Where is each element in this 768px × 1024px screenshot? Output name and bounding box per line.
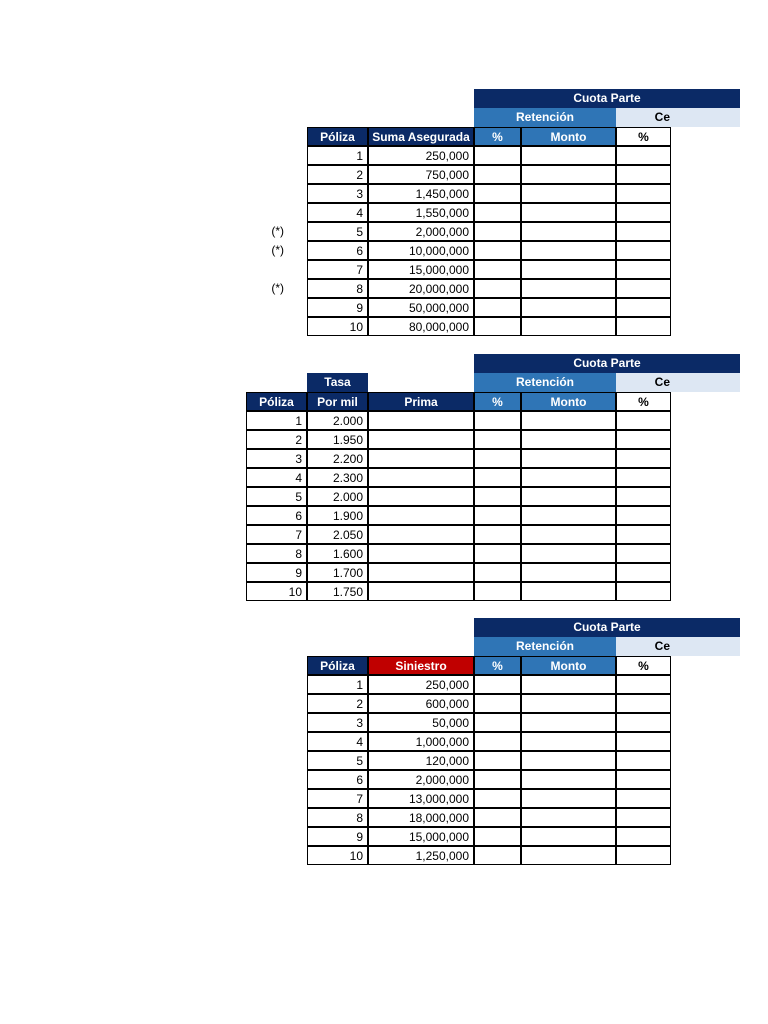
t3-monto-cell[interactable] xyxy=(521,770,616,789)
t1-suma-cell[interactable]: 20,000,000 xyxy=(368,279,474,298)
t2-prima-cell[interactable] xyxy=(368,506,474,525)
t2-prima-cell[interactable] xyxy=(368,430,474,449)
t3-cesion-pct-header[interactable]: % xyxy=(616,656,671,675)
t2-poliza-cell[interactable]: 7 xyxy=(246,525,307,544)
t1-retencion-pct-cell[interactable] xyxy=(474,241,521,260)
t3-cesion-pct-cell[interactable] xyxy=(616,732,671,751)
t3-monto-cell[interactable] xyxy=(521,751,616,770)
t1-monto-cell[interactable] xyxy=(521,298,616,317)
t1-poliza-cell[interactable]: 5 xyxy=(307,222,368,241)
t3-siniestro-cell[interactable]: 18,000,000 xyxy=(368,808,474,827)
t2-poliza-cell[interactable]: 3 xyxy=(246,449,307,468)
t2-poliza-cell[interactable]: 5 xyxy=(246,487,307,506)
t2-retencion-pct-cell[interactable] xyxy=(474,563,521,582)
t3-monto-cell[interactable] xyxy=(521,827,616,846)
t3-retencion-pct-cell[interactable] xyxy=(474,789,521,808)
t1-poliza-cell[interactable]: 2 xyxy=(307,165,368,184)
t2-cesion-pct-cell[interactable] xyxy=(616,525,671,544)
t3-cesion-pct-cell[interactable] xyxy=(616,770,671,789)
t3-retencion-pct-cell[interactable] xyxy=(474,675,521,694)
t2-cesion-pct-cell[interactable] xyxy=(616,582,671,601)
t1-monto-cell[interactable] xyxy=(521,279,616,298)
t3-poliza-header[interactable]: Póliza xyxy=(307,656,368,675)
t2-monto-cell[interactable] xyxy=(521,449,616,468)
t1-cesion-pct-cell[interactable] xyxy=(616,222,671,241)
t1-poliza-cell[interactable]: 9 xyxy=(307,298,368,317)
t3-cesion-pct-cell[interactable] xyxy=(616,808,671,827)
t3-siniestro-cell[interactable]: 13,000,000 xyxy=(368,789,474,808)
t1-note-marker[interactable]: (*) xyxy=(271,224,284,238)
t3-monto-header[interactable]: Monto xyxy=(521,656,616,675)
t3-siniestro-cell[interactable]: 1,000,000 xyxy=(368,732,474,751)
t3-retencion-pct-cell[interactable] xyxy=(474,694,521,713)
t1-cesion-pct-cell[interactable] xyxy=(616,203,671,222)
t3-cesion-pct-cell[interactable] xyxy=(616,675,671,694)
t1-retencion-pct-cell[interactable] xyxy=(474,279,521,298)
t2-prima-cell[interactable] xyxy=(368,449,474,468)
t1-note-marker[interactable]: (*) xyxy=(271,281,284,295)
t3-cuota-parte-header[interactable]: Cuota Parte xyxy=(474,618,740,637)
t3-monto-cell[interactable] xyxy=(521,846,616,865)
t1-monto-cell[interactable] xyxy=(521,165,616,184)
t3-monto-cell[interactable] xyxy=(521,808,616,827)
t2-monto-header[interactable]: Monto xyxy=(521,392,616,411)
t1-suma-cell[interactable]: 1,450,000 xyxy=(368,184,474,203)
t3-cesion-pct-cell[interactable] xyxy=(616,713,671,732)
t1-monto-cell[interactable] xyxy=(521,317,616,336)
t3-poliza-cell[interactable]: 1 xyxy=(307,675,368,694)
t2-monto-cell[interactable] xyxy=(521,468,616,487)
t3-retencion-pct-cell[interactable] xyxy=(474,713,521,732)
t3-siniestro-cell[interactable]: 2,000,000 xyxy=(368,770,474,789)
t1-cesion-pct-cell[interactable] xyxy=(616,260,671,279)
t2-monto-cell[interactable] xyxy=(521,506,616,525)
t1-suma-cell[interactable]: 50,000,000 xyxy=(368,298,474,317)
t2-prima-cell[interactable] xyxy=(368,468,474,487)
t2-prima-cell[interactable] xyxy=(368,525,474,544)
t3-retencion-pct-cell[interactable] xyxy=(474,770,521,789)
t1-retencion-pct-cell[interactable] xyxy=(474,260,521,279)
t3-retencion-pct-cell[interactable] xyxy=(474,846,521,865)
t1-suma-cell[interactable]: 80,000,000 xyxy=(368,317,474,336)
t2-retencion-pct-header[interactable]: % xyxy=(474,392,521,411)
t2-poliza-cell[interactable]: 10 xyxy=(246,582,307,601)
t3-siniestro-cell[interactable]: 50,000 xyxy=(368,713,474,732)
t1-cesion-pct-cell[interactable] xyxy=(616,184,671,203)
t2-poliza-cell[interactable]: 8 xyxy=(246,544,307,563)
t2-cesion-pct-cell[interactable] xyxy=(616,563,671,582)
t2-tasa-header[interactable]: Tasa xyxy=(307,373,368,392)
t3-monto-cell[interactable] xyxy=(521,713,616,732)
t1-poliza-cell[interactable]: 6 xyxy=(307,241,368,260)
t2-tasa-cell[interactable]: 2.300 xyxy=(307,468,368,487)
t1-cesion-header[interactable]: Ce xyxy=(616,108,740,127)
t3-retencion-pct-cell[interactable] xyxy=(474,808,521,827)
t2-cesion-header[interactable]: Ce xyxy=(616,373,740,392)
t3-retencion-pct-cell[interactable] xyxy=(474,827,521,846)
t2-retencion-pct-cell[interactable] xyxy=(474,525,521,544)
t2-poliza-cell[interactable]: 9 xyxy=(246,563,307,582)
t2-tasa-cell[interactable]: 1.900 xyxy=(307,506,368,525)
t2-retencion-pct-cell[interactable] xyxy=(474,487,521,506)
t2-retencion-pct-cell[interactable] xyxy=(474,582,521,601)
t2-poliza-header[interactable]: Póliza xyxy=(246,392,307,411)
t2-tasa-cell[interactable]: 1.950 xyxy=(307,430,368,449)
t2-retencion-pct-cell[interactable] xyxy=(474,430,521,449)
t2-prima-cell[interactable] xyxy=(368,411,474,430)
t2-retencion-pct-cell[interactable] xyxy=(474,506,521,525)
t1-retencion-header[interactable]: Retención xyxy=(474,108,616,127)
t1-poliza-cell[interactable]: 3 xyxy=(307,184,368,203)
t2-tasa-cell[interactable]: 1.600 xyxy=(307,544,368,563)
t1-poliza-cell[interactable]: 8 xyxy=(307,279,368,298)
t2-cuota-parte-header[interactable]: Cuota Parte xyxy=(474,354,740,373)
t1-monto-cell[interactable] xyxy=(521,184,616,203)
t1-retencion-pct-cell[interactable] xyxy=(474,184,521,203)
t2-tasa-cell[interactable]: 1.750 xyxy=(307,582,368,601)
t2-monto-cell[interactable] xyxy=(521,411,616,430)
t3-poliza-cell[interactable]: 5 xyxy=(307,751,368,770)
t2-monto-cell[interactable] xyxy=(521,582,616,601)
t1-monto-header[interactable]: Monto xyxy=(521,127,616,146)
t2-cesion-pct-header[interactable]: % xyxy=(616,392,671,411)
t2-monto-cell[interactable] xyxy=(521,430,616,449)
t1-cesion-pct-cell[interactable] xyxy=(616,241,671,260)
t3-retencion-pct-cell[interactable] xyxy=(474,732,521,751)
t3-retencion-pct-header[interactable]: % xyxy=(474,656,521,675)
t1-poliza-cell[interactable]: 7 xyxy=(307,260,368,279)
t1-monto-cell[interactable] xyxy=(521,203,616,222)
t2-monto-cell[interactable] xyxy=(521,525,616,544)
t1-monto-cell[interactable] xyxy=(521,146,616,165)
t1-suma-header[interactable]: Suma Asegurada xyxy=(368,127,474,146)
t3-poliza-cell[interactable]: 9 xyxy=(307,827,368,846)
t2-cesion-pct-cell[interactable] xyxy=(616,430,671,449)
t2-poliza-cell[interactable]: 1 xyxy=(246,411,307,430)
t1-poliza-cell[interactable]: 4 xyxy=(307,203,368,222)
t2-pormil-header[interactable]: Por mil xyxy=(307,392,368,411)
t2-retencion-pct-cell[interactable] xyxy=(474,411,521,430)
t2-prima-cell[interactable] xyxy=(368,544,474,563)
t3-siniestro-header[interactable]: Siniestro xyxy=(368,656,474,675)
t1-suma-cell[interactable]: 1,550,000 xyxy=(368,203,474,222)
t2-prima-header[interactable]: Prima xyxy=(368,392,474,411)
t1-monto-cell[interactable] xyxy=(521,241,616,260)
t2-cesion-pct-cell[interactable] xyxy=(616,468,671,487)
t2-cesion-pct-cell[interactable] xyxy=(616,506,671,525)
t1-cesion-pct-cell[interactable] xyxy=(616,279,671,298)
t1-retencion-pct-header[interactable]: % xyxy=(474,127,521,146)
t2-tasa-cell[interactable]: 2.200 xyxy=(307,449,368,468)
t1-suma-cell[interactable]: 250,000 xyxy=(368,146,474,165)
t1-poliza-cell[interactable]: 10 xyxy=(307,317,368,336)
t1-suma-cell[interactable]: 750,000 xyxy=(368,165,474,184)
t2-monto-cell[interactable] xyxy=(521,487,616,506)
t3-monto-cell[interactable] xyxy=(521,675,616,694)
t1-monto-cell[interactable] xyxy=(521,260,616,279)
t3-retencion-pct-cell[interactable] xyxy=(474,751,521,770)
t2-retencion-header[interactable]: Retención xyxy=(474,373,616,392)
t1-retencion-pct-cell[interactable] xyxy=(474,222,521,241)
t2-cesion-pct-cell[interactable] xyxy=(616,411,671,430)
t1-suma-cell[interactable]: 15,000,000 xyxy=(368,260,474,279)
t3-poliza-cell[interactable]: 4 xyxy=(307,732,368,751)
t1-cuota-parte-header[interactable]: Cuota Parte xyxy=(474,89,740,108)
t2-tasa-cell[interactable]: 2.050 xyxy=(307,525,368,544)
t3-monto-cell[interactable] xyxy=(521,694,616,713)
t1-retencion-pct-cell[interactable] xyxy=(474,146,521,165)
t1-retencion-pct-cell[interactable] xyxy=(474,203,521,222)
t3-monto-cell[interactable] xyxy=(521,789,616,808)
t3-cesion-pct-cell[interactable] xyxy=(616,789,671,808)
t2-poliza-cell[interactable]: 6 xyxy=(246,506,307,525)
t2-tasa-cell[interactable]: 2.000 xyxy=(307,411,368,430)
t3-monto-cell[interactable] xyxy=(521,732,616,751)
t2-retencion-pct-cell[interactable] xyxy=(474,544,521,563)
t3-siniestro-cell[interactable]: 120,000 xyxy=(368,751,474,770)
t3-poliza-cell[interactable]: 10 xyxy=(307,846,368,865)
t1-cesion-pct-cell[interactable] xyxy=(616,317,671,336)
t1-monto-cell[interactable] xyxy=(521,222,616,241)
t1-poliza-cell[interactable]: 1 xyxy=(307,146,368,165)
t3-poliza-cell[interactable]: 8 xyxy=(307,808,368,827)
t2-tasa-cell[interactable]: 1.700 xyxy=(307,563,368,582)
t2-cesion-pct-cell[interactable] xyxy=(616,487,671,506)
t3-siniestro-cell[interactable]: 250,000 xyxy=(368,675,474,694)
t3-cesion-pct-cell[interactable] xyxy=(616,827,671,846)
t3-cesion-pct-cell[interactable] xyxy=(616,846,671,865)
t1-cesion-pct-cell[interactable] xyxy=(616,165,671,184)
t2-retencion-pct-cell[interactable] xyxy=(474,449,521,468)
t1-poliza-header[interactable]: Póliza xyxy=(307,127,368,146)
t2-monto-cell[interactable] xyxy=(521,544,616,563)
t2-prima-cell[interactable] xyxy=(368,487,474,506)
t3-cesion-pct-cell[interactable] xyxy=(616,751,671,770)
t2-prima-cell[interactable] xyxy=(368,582,474,601)
t2-cesion-pct-cell[interactable] xyxy=(616,449,671,468)
t1-cesion-pct-cell[interactable] xyxy=(616,298,671,317)
t2-tasa-cell[interactable]: 2.000 xyxy=(307,487,368,506)
t3-cesion-header[interactable]: Ce xyxy=(616,637,740,656)
t1-cesion-pct-header[interactable]: % xyxy=(616,127,671,146)
t3-poliza-cell[interactable]: 6 xyxy=(307,770,368,789)
t2-poliza-cell[interactable]: 2 xyxy=(246,430,307,449)
t3-siniestro-cell[interactable]: 600,000 xyxy=(368,694,474,713)
t2-prima-cell[interactable] xyxy=(368,563,474,582)
t3-poliza-cell[interactable]: 3 xyxy=(307,713,368,732)
t3-retencion-header[interactable]: Retención xyxy=(474,637,616,656)
t1-suma-cell[interactable]: 10,000,000 xyxy=(368,241,474,260)
t3-poliza-cell[interactable]: 2 xyxy=(307,694,368,713)
t3-poliza-cell[interactable]: 7 xyxy=(307,789,368,808)
t3-siniestro-cell[interactable]: 1,250,000 xyxy=(368,846,474,865)
t1-retencion-pct-cell[interactable] xyxy=(474,165,521,184)
t1-note-marker[interactable]: (*) xyxy=(271,243,284,257)
t1-retencion-pct-cell[interactable] xyxy=(474,317,521,336)
t1-retencion-pct-cell[interactable] xyxy=(474,298,521,317)
t3-siniestro-cell[interactable]: 15,000,000 xyxy=(368,827,474,846)
t1-suma-cell[interactable]: 2,000,000 xyxy=(368,222,474,241)
t2-retencion-pct-cell[interactable] xyxy=(474,468,521,487)
t1-cesion-pct-cell[interactable] xyxy=(616,146,671,165)
t2-cesion-pct-cell[interactable] xyxy=(616,544,671,563)
t3-cesion-pct-cell[interactable] xyxy=(616,694,671,713)
t2-monto-cell[interactable] xyxy=(521,563,616,582)
t2-poliza-cell[interactable]: 4 xyxy=(246,468,307,487)
